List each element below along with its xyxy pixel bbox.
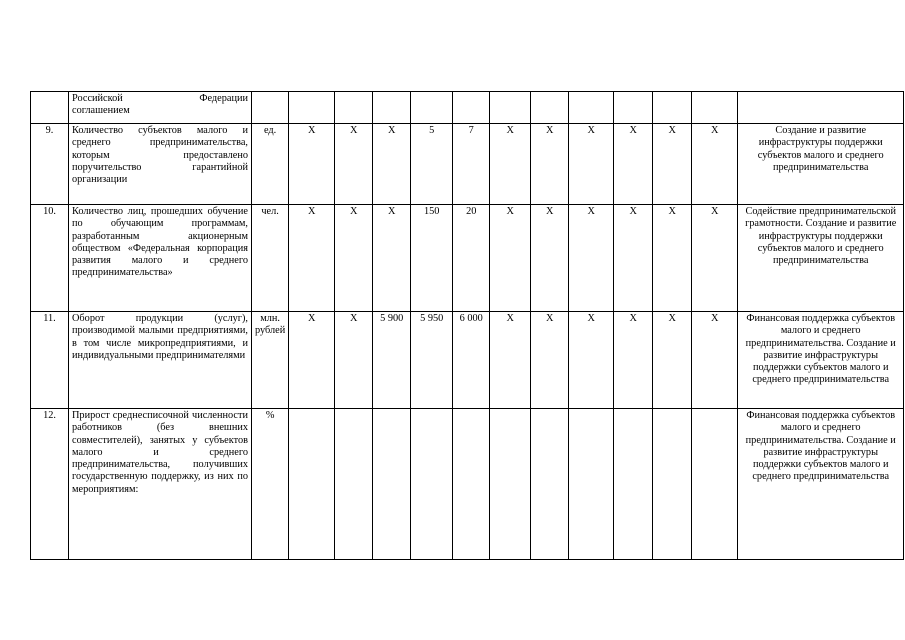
row-number-cell: 10. (31, 205, 69, 312)
row-number-cell: 12. (31, 409, 69, 560)
unit-cell: % (252, 409, 289, 560)
table-row (31, 205, 904, 312)
value-cell (289, 409, 335, 560)
value-cell: X (289, 205, 335, 312)
value-cell: X (692, 124, 738, 205)
value-cell (614, 409, 653, 560)
table-row (31, 312, 904, 409)
value-cell (531, 409, 569, 560)
value-cell: X (569, 205, 614, 312)
value-cell: X (614, 205, 653, 312)
value-cell: X (614, 124, 653, 205)
indicator-cell: Количество субъектов малого и среднего предпринимательства, которым предоставлено поручительство гарантийной организации (69, 124, 252, 205)
value-cell (490, 92, 531, 124)
value-cell: X (692, 205, 738, 312)
value-cell (373, 409, 411, 560)
unit-cell: ед. (252, 124, 289, 205)
value-cell: X (490, 312, 531, 409)
table-row (31, 409, 904, 560)
value-cell: X (490, 124, 531, 205)
value-cell (531, 92, 569, 124)
value-cell (692, 92, 738, 124)
value-cell: X (289, 124, 335, 205)
unit-cell: млн. рублей (252, 312, 289, 409)
value-cell (453, 409, 490, 560)
value-cell (569, 92, 614, 124)
value-cell (411, 409, 453, 560)
value-cell: X (569, 124, 614, 205)
row-number-cell: 11. (31, 312, 69, 409)
value-cell: X (335, 205, 373, 312)
value-cell: X (692, 312, 738, 409)
value-cell: 5 900 (373, 312, 411, 409)
value-cell: X (373, 124, 411, 205)
value-cell: X (531, 312, 569, 409)
value-cell (335, 409, 373, 560)
row-number-cell: 9. (31, 124, 69, 205)
value-cell (692, 409, 738, 560)
value-cell (653, 409, 692, 560)
value-cell: X (289, 312, 335, 409)
value-cell (614, 92, 653, 124)
indicator-cell: Оборот продукции (услуг), производимой малыми предприятиями, в том числе микропредприятиями, и индивидуальными предпринимателями (69, 312, 252, 409)
note-cell: Содействие предпринимательской грамотности. Создание и развитие инфраструктуры поддержки субъектов малого и среднего предпринимательства (738, 205, 904, 312)
note-cell: Финансовая поддержка субъектов малого и среднего предпринимательства. Создание и развитие инфраструктуры поддержки субъектов малого и среднего предпринимательства (738, 312, 904, 409)
table-row-continuation (31, 92, 904, 124)
table-row (31, 124, 904, 205)
indicators-table (30, 91, 904, 560)
value-cell (411, 92, 453, 124)
indicator-text: Российской Федерации (72, 93, 248, 104)
note-cell: Финансовая поддержка субъектов малого и среднего предпринимательства. Создание и развитие инфраструктуры поддержки субъектов малого и среднего предпринимательства (738, 409, 904, 560)
value-cell: X (653, 312, 692, 409)
value-cell: 6 000 (453, 312, 490, 409)
value-cell: X (653, 124, 692, 205)
indicator-cell: Прирост среднесписочной численности работников (без внешних совместителей), занятых у субъектов малого и среднего предпринимательства, получивших государственную поддержку, из них по мероприятиям: (69, 409, 252, 560)
value-cell: 5 950 (411, 312, 453, 409)
value-cell: X (531, 124, 569, 205)
value-cell: 150 (411, 205, 453, 312)
value-cell: X (614, 312, 653, 409)
indicator-cell: Количество лиц, прошедших обучение по обучающим программам, разработанным акционерным обществом «Федеральная корпорация развития малого и среднего предпринимательства» (69, 205, 252, 312)
value-cell (373, 92, 411, 124)
row-number-cell (31, 92, 69, 124)
value-cell: X (653, 205, 692, 312)
value-cell (490, 409, 531, 560)
value-cell: X (335, 124, 373, 205)
value-cell (453, 92, 490, 124)
indicator-text: соглашением (72, 105, 130, 117)
unit-cell: чел. (252, 205, 289, 312)
value-cell: 7 (453, 124, 490, 205)
note-cell: Создание и развитие инфраструктуры поддержки субъектов малого и среднего предпринимательства (738, 124, 904, 205)
value-cell (335, 92, 373, 124)
value-cell (569, 409, 614, 560)
value-cell (289, 92, 335, 124)
value-cell (653, 92, 692, 124)
value-cell: X (531, 205, 569, 312)
unit-cell (252, 92, 289, 124)
value-cell: X (490, 205, 531, 312)
value-cell: X (373, 205, 411, 312)
value-cell: 20 (453, 205, 490, 312)
value-cell: X (335, 312, 373, 409)
note-cell (738, 92, 904, 124)
indicator-cell (69, 92, 252, 124)
value-cell: 5 (411, 124, 453, 205)
value-cell: X (569, 312, 614, 409)
